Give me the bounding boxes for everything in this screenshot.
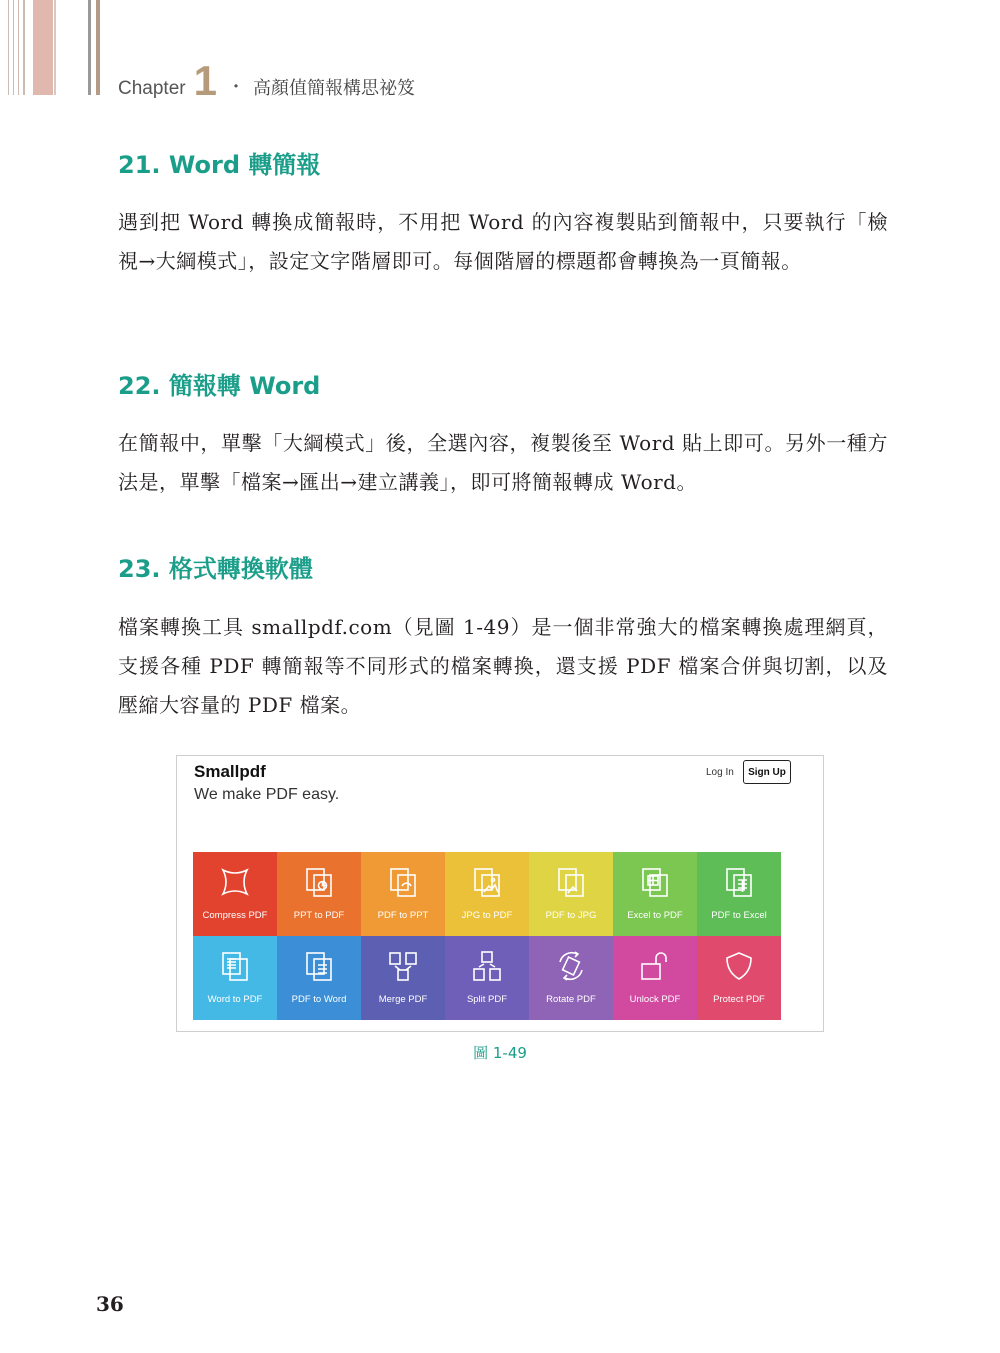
tool-label: Word to PDF — [207, 994, 263, 1005]
tool-label: PDF to Word — [291, 994, 347, 1005]
ppt-to-pdf-icon — [303, 866, 335, 898]
rotate-icon — [555, 950, 587, 982]
jpg-to-pdf-icon — [471, 866, 503, 898]
pdf-to-jpg-icon — [555, 866, 587, 898]
tool-label: PDF to Excel — [711, 910, 767, 921]
chapter-number: 1 — [193, 57, 217, 104]
tool-pdf-to-ppt[interactable] — [361, 852, 445, 936]
chapter-label: Chapter — [118, 78, 186, 99]
tool-compress-pdf[interactable] — [193, 852, 277, 936]
running-head — [118, 57, 415, 104]
figure-caption: 圖 1-49 — [473, 1044, 527, 1062]
tool-label: PPT to PDF — [293, 910, 345, 921]
section-heading: 21. Word 轉簡報 — [118, 151, 321, 179]
chapter-title: 高顏值簡報構思祕笈 — [252, 78, 415, 99]
section-body: 在簡報中，單擊「大綱模式」後，全選內容，複製後至 Word 貼上即可。另外一種方法是，單擊「檔案→匯出→建立講義」，即可將簡報轉成 Word。 — [118, 431, 888, 494]
unlock-icon — [639, 950, 671, 982]
tool-label: Merge PDF — [378, 994, 428, 1005]
brand-logo[interactable]: Smallpdf — [194, 762, 266, 781]
tool-label: PDF to PPT — [377, 910, 429, 921]
smallpdf-screenshot — [176, 755, 824, 1032]
tool-label: Split PDF — [466, 994, 508, 1005]
excel-to-pdf-icon — [639, 866, 671, 898]
tool-excel-to-pdf[interactable] — [613, 852, 697, 936]
section-body: 檔案轉換工具 smallpdf.com（見圖 1-49）是一個非常強大的檔案轉換處理網頁，支援各種 PDF 轉簡報等不同形式的檔案轉換，還支援 PDF 檔案合併與切割，以及壓縮大容量的 PDF 檔案。 — [118, 615, 888, 717]
pdf-to-ppt-icon — [387, 866, 419, 898]
section-heading: 23. 格式轉換軟體 — [118, 555, 313, 583]
page-number: 36 — [96, 1292, 124, 1316]
section-body: 遇到把 Word 轉換成簡報時，不用把 Word 的內容複製貼到簡報中，只要執行「檢視→大綱模式」，設定文字階層即可。每個階層的標題都會轉換為一頁簡報。 — [118, 210, 888, 273]
signup-button[interactable]: Sign Up — [743, 760, 791, 784]
merge-icon — [387, 950, 419, 982]
tool-pdf-to-jpg[interactable] — [529, 852, 613, 936]
tool-merge-pdf[interactable] — [361, 936, 445, 1020]
tool-label: Unlock PDF — [629, 994, 681, 1005]
tool-unlock-pdf[interactable] — [613, 936, 697, 1020]
tool-split-pdf[interactable] — [445, 936, 529, 1020]
tool-grid — [193, 852, 781, 1020]
tool-label: Rotate PDF — [546, 994, 596, 1005]
section-heading: 22. 簡報轉 Word — [118, 372, 321, 400]
tool-label: Compress PDF — [202, 910, 268, 921]
split-icon — [471, 950, 503, 982]
word-to-pdf-icon — [219, 950, 251, 982]
shield-icon — [723, 950, 755, 982]
tool-label: Protect PDF — [713, 994, 765, 1005]
tool-label: JPG to PDF — [461, 910, 513, 921]
tool-protect-pdf[interactable] — [697, 936, 781, 1020]
login-link[interactable]: Log In — [706, 767, 734, 778]
chapter-separator: ・ — [226, 77, 245, 97]
tool-rotate-pdf[interactable] — [529, 936, 613, 1020]
tool-label: PDF to JPG — [545, 910, 597, 921]
tagline: We make PDF easy. — [194, 786, 340, 803]
tool-label: Excel to PDF — [627, 910, 683, 921]
compress-icon — [219, 866, 251, 898]
pdf-to-excel-icon — [723, 866, 755, 898]
tool-jpg-to-pdf[interactable] — [445, 852, 529, 936]
tool-pdf-to-word[interactable] — [277, 936, 361, 1020]
tool-ppt-to-pdf[interactable] — [277, 852, 361, 936]
pdf-to-word-icon — [303, 950, 335, 982]
tool-pdf-to-excel[interactable] — [697, 852, 781, 936]
tool-word-to-pdf[interactable] — [193, 936, 277, 1020]
